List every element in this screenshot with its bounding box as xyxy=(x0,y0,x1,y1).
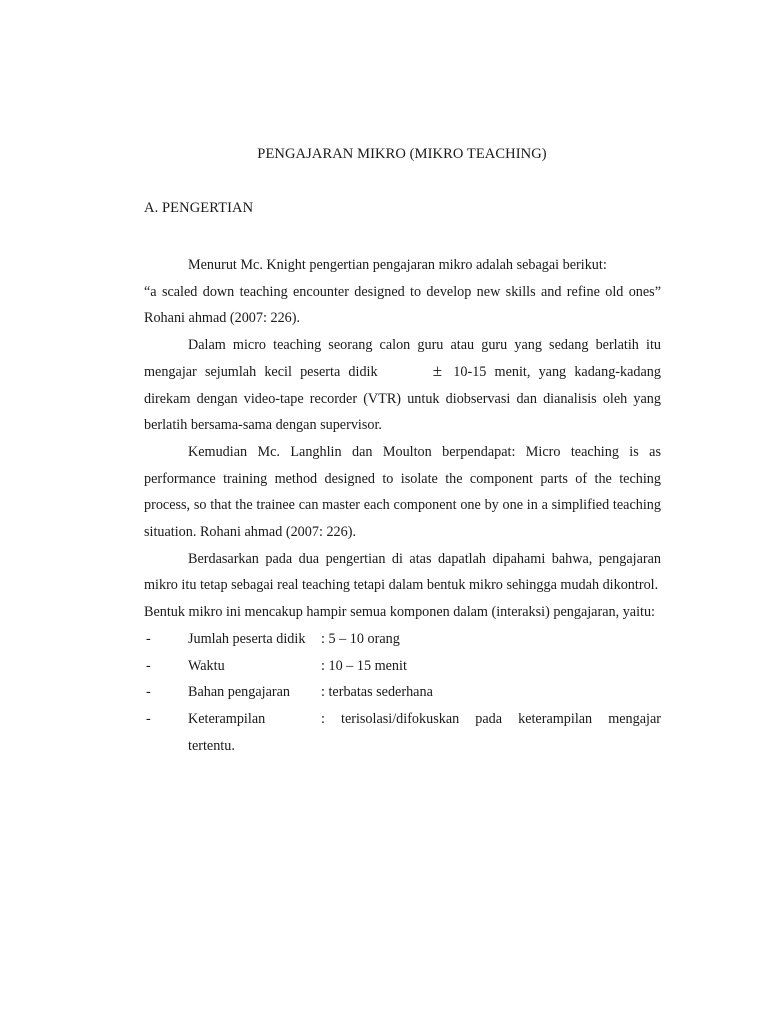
document-title: PENGAJARAN MIKRO (MIKRO TEACHING) xyxy=(257,146,547,162)
paragraph: Bentuk mikro ini mencakup hampir semua komponen dalam (interaksi) pengajaran, yaitu: xyxy=(144,604,655,621)
list-item-label: Waktu xyxy=(188,657,225,674)
component-list xyxy=(144,626,661,733)
list-item-value: : 5 – 10 orang xyxy=(321,630,400,647)
paragraph: Kemudian Mc. Langhlin dan Moulton berpendapat: Micro teaching is as performance training method designed to isolate the component parts of the teching process, so that the trainee can master each component one by one in a simplified teaching situation. Rohani ahmad (2007: 226). xyxy=(144,443,661,541)
list-bullet: - xyxy=(146,630,151,647)
paragraph: Menurut Mc. Knight pengertian pengajaran mikro adalah sebagai berikut: xyxy=(188,257,607,273)
document-body xyxy=(144,252,661,759)
paragraph: Berdasarkan pada dua pengertian di atas dapatlah dipahami bahwa, pengajaran mikro itu tetap sebagai real teaching tetapi dalam bentuk mikro sehingga mudah dikontrol. xyxy=(144,550,661,594)
list-bullet: - xyxy=(146,684,151,701)
paragraph-text: Dalam micro teaching seorang calon guru atau guru yang sedang berlatih itu mengajar sejumlah kecil peserta didik xyxy=(144,337,661,380)
list-item-continuation: tertentu. xyxy=(188,737,235,754)
plus-minus-symbol: ± xyxy=(432,360,443,380)
quote-paragraph: “a scaled down teaching encounter designed to develop new skills and refine old ones” Rohani ahmad (2007: 226). xyxy=(144,283,661,327)
list-item xyxy=(144,653,661,680)
list-item-label: Bahan pengajaran xyxy=(188,684,291,701)
list-item xyxy=(144,706,661,733)
paragraph-text: 10-15 menit, yang kadang-kadang direkam dengan video-tape recorder (VTR) untuk diobservasi dan dianalisis oleh yang berlatih bersama-sama dengan supervisor. xyxy=(144,363,661,434)
paragraph xyxy=(144,332,661,439)
section-heading: A. PENGERTIAN xyxy=(144,200,254,216)
list-bullet: - xyxy=(146,710,151,727)
list-bullet: - xyxy=(146,657,151,674)
list-item-value: : 10 – 15 menit xyxy=(321,657,407,674)
list-item xyxy=(144,679,661,706)
list-item-label: Jumlah peserta didik xyxy=(188,630,306,647)
list-item-value: : terisolasi/difokuskan pada keterampilan mengajar xyxy=(321,710,661,727)
list-item-label: Keterampilan xyxy=(188,710,266,727)
list-item xyxy=(144,626,661,653)
list-item-value: : terbatas sederhana xyxy=(321,684,433,701)
